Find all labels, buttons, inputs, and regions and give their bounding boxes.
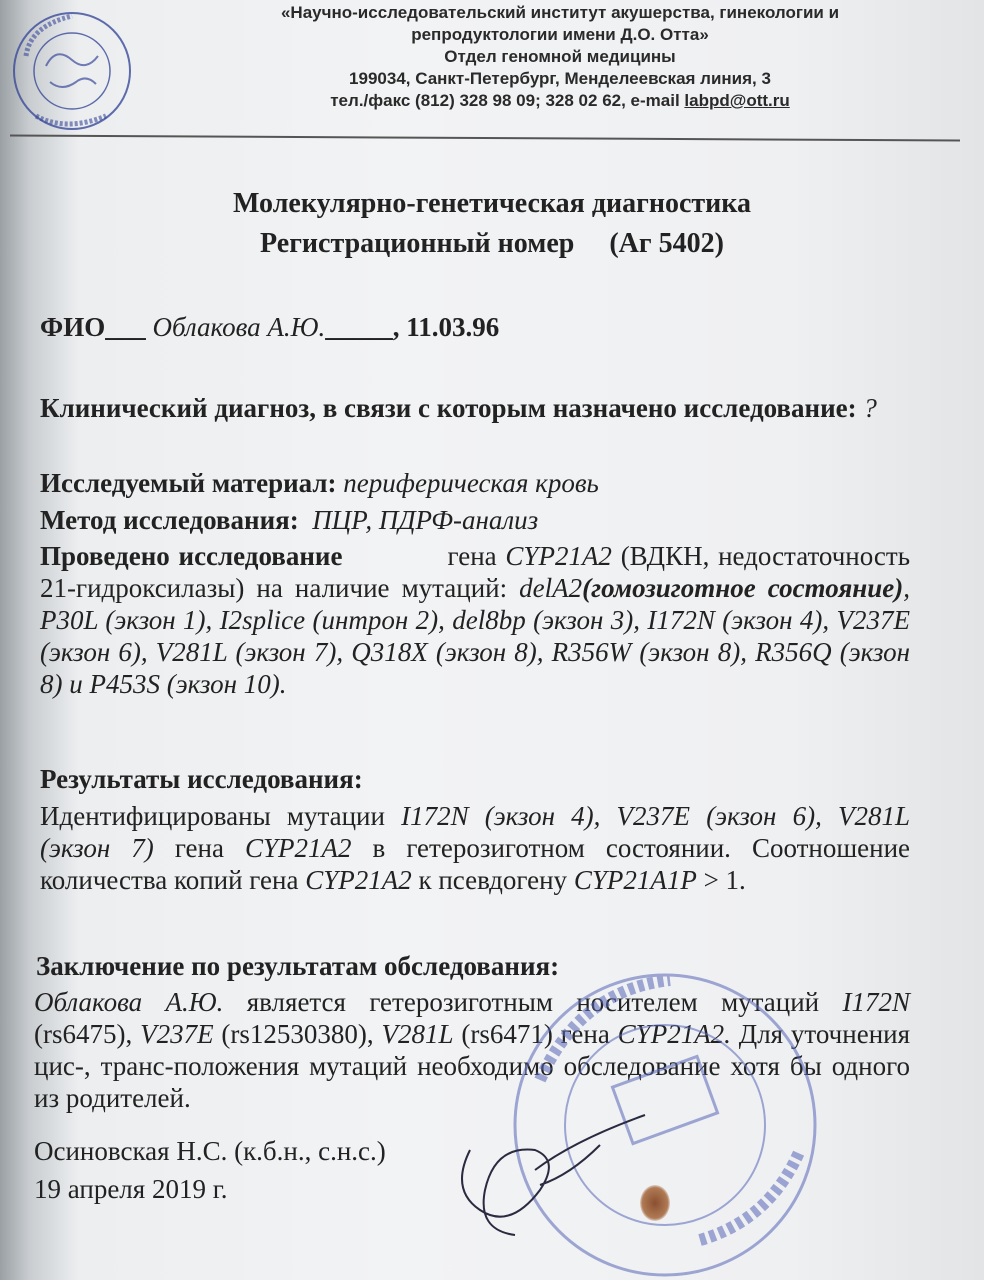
header-address: 199034, Санкт-Петербург, Менделеевская линия, 3 [349, 69, 771, 88]
report-date: 19 апреля 2019 г. [34, 1174, 228, 1204]
material-label: Исследуемый материал: [40, 468, 337, 498]
laboratory-seal-icon [6, 6, 138, 136]
fio-label: ФИО___ [40, 312, 146, 342]
conclusion-label: Заключение по результатам обследования: [36, 951, 560, 981]
conclusion-gene: CYP21A2. [617, 1019, 731, 1049]
results-label-row [40, 763, 910, 795]
conclusion-name: Облакова А.Ю. [34, 987, 224, 1017]
study-mutation-list: , P30L (экзон 1), I2splice (интрон 2), del8bp (экзон 3), I172N (экзон 4), V237E (экзон 6), V281L (экзон 7), Q318X (экзон 8), R356W (экзон 8), R356Q (экзон 8) и P453S (экзон 10). [40, 573, 910, 699]
results-text-4: к псевдогену [411, 865, 574, 895]
patient-fio [40, 312, 499, 343]
institute-header [150, 2, 970, 112]
results-gene-2: CYP21A2 [305, 865, 412, 895]
material [40, 467, 910, 499]
header-divider [10, 135, 960, 142]
results-text-5: > 1. [696, 865, 746, 895]
results-text-2: гена [153, 833, 245, 863]
conclusion-text-2: Для уточнения цис-, транс-положения мутаций необходимо обследование хотя бы одного из родителей. [34, 1019, 911, 1113]
conclusion-mutation-2: V237E [140, 1019, 214, 1049]
study-label: Проведено исследование [40, 541, 343, 571]
method [40, 504, 910, 536]
results-text [40, 800, 910, 896]
conclusion-rs-2: (rs12530380), [213, 1019, 382, 1049]
conclusion-mutation-3: V281L [381, 1019, 454, 1049]
conclusion-mutation-1: I172N [842, 987, 910, 1017]
document-title: Молекулярно-генетическая диагностика [233, 188, 751, 219]
header-line-2: репродуктологии имени Д.О. Отта» [411, 25, 709, 44]
email-link[interactable]: labpd@ott.ru [684, 91, 790, 110]
header-contacts [150, 90, 970, 112]
method-value: ПЦР, ПДРФ-анализ [312, 505, 539, 535]
material-value: периферическая кровь [343, 468, 599, 498]
study-homozygous: (гомозиготное состояние) [582, 573, 904, 603]
header-phone: тел./факс (812) 328 98 09; 328 02 62, e-mail [330, 91, 685, 110]
diagnosis-label: Клинический диагноз, в связи с которым назначено исследование: [40, 393, 857, 423]
results-gene: CYP21A2 [245, 833, 352, 863]
method-label: Метод исследования: [40, 505, 299, 535]
header-line-1: «Научно-исследовательский институт акушерства, гинекологии и [280, 3, 840, 22]
header-line-3: Отдел геномной медицины [444, 47, 676, 66]
signer: Осиновская Н.С. (к.б.н., с.н.с.) [34, 1136, 386, 1166]
conclusion-rs-3: (rs6471) гена [453, 1019, 618, 1049]
diagnosis-value: ? [863, 393, 877, 423]
results-text-3: в гетерозиготном состоянии. Соотношение количества копий гена [40, 833, 911, 895]
patient-name: Облакова А.Ю. [152, 312, 326, 342]
signature-icon [440, 1110, 660, 1240]
results-text-1: Идентифицированы мутации [40, 801, 402, 831]
fio-birthdate: _____, 11.03.96 [325, 312, 500, 342]
results-label: Результаты исследования: [40, 764, 363, 794]
conclusion-text-1: является гетерозиготным носителем мутаций [223, 987, 843, 1017]
study-gene: CYP21A2 [505, 541, 612, 571]
study-description [40, 540, 910, 700]
study-text-2: (ВДКН, недостаточность 21-гидроксилазы) на наличие мутаций: [40, 541, 911, 603]
ink-blot [640, 1185, 670, 1221]
registration-number: Регистрационный номер (Аг 5402) [260, 228, 724, 259]
results-mutations: I172N (экзон 4), V237E (экзон 6), V281L (экзон 7) [40, 801, 910, 863]
clinical-diagnosis [40, 392, 910, 424]
conclusion-rs-1: (rs6475), [34, 1019, 141, 1049]
results-pseudogene: CYP21A1P [573, 865, 697, 895]
study-mutation-dela2: delA2 [519, 573, 583, 603]
study-text-1: гена [447, 541, 506, 571]
